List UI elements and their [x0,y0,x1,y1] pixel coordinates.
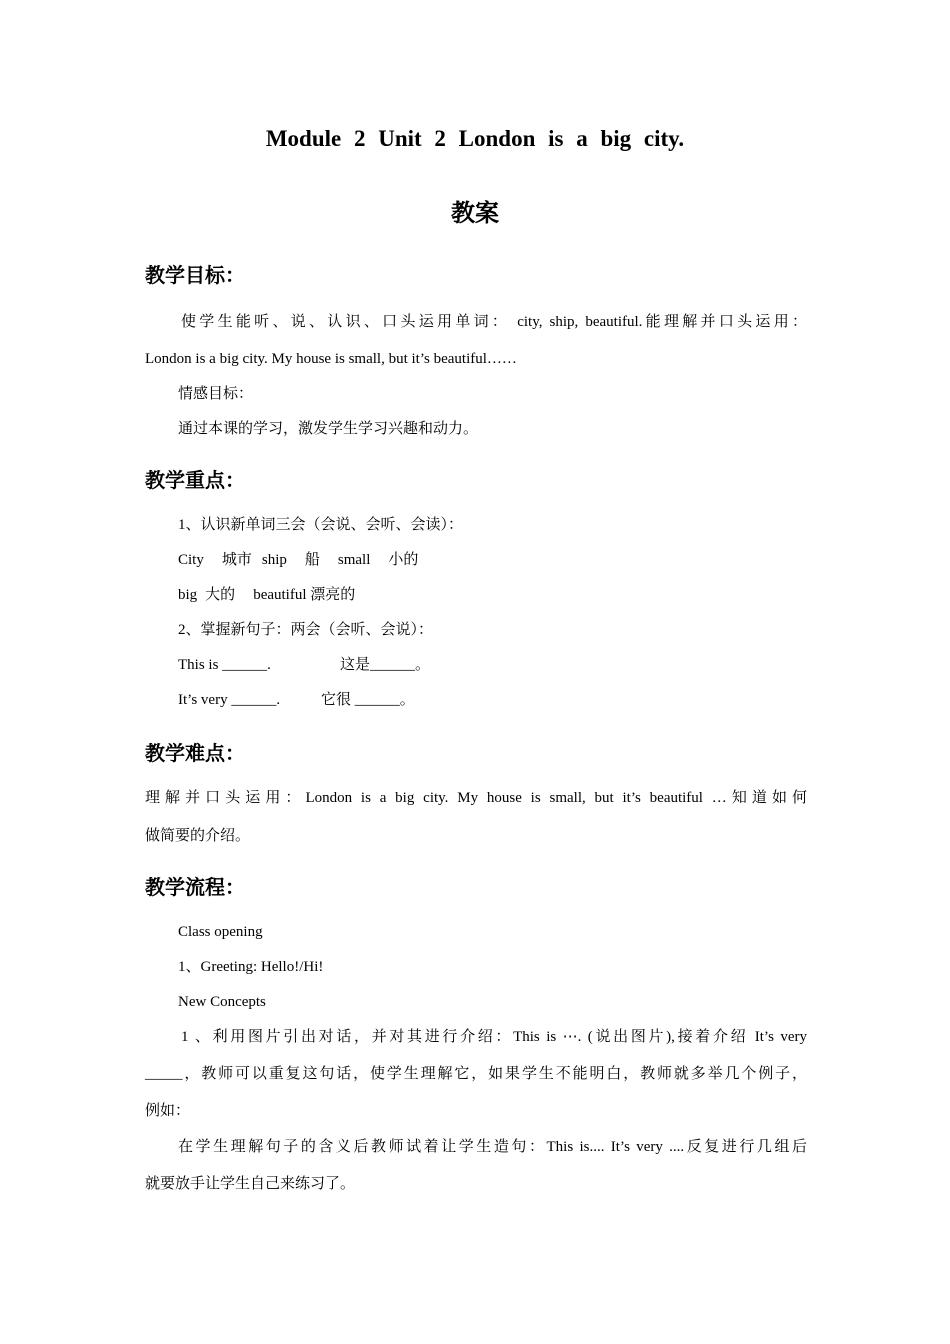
key-points-item-2: 2、掌握新句子：两会（会听、会说）： [178,622,434,638]
vocab-meaning: 小的 [388,552,419,568]
vocab-word: big [178,587,198,603]
difficulties-heading: 教学难点： [145,741,245,765]
process-heading: 教学流程： [145,875,245,899]
class-opening: Class opening [178,924,263,940]
vocabulary-row-1 [178,550,418,570]
document-title: Module 2 Unit 2 London is a big city. [265,126,685,151]
emotional-goal-text: 通过本课的学习，激发学生学习兴趣和动力。 [178,421,479,437]
key-points-heading: 教学重点： [145,468,245,492]
emotional-goal-label: 情感目标： [178,386,254,402]
sentence-2-chinese: 它很 ______。 [321,692,415,708]
sentence-2-english: It’s very ______. [178,692,281,708]
step-2-line-2: 就要放手让学生自己来练习了。 [145,1176,356,1192]
vocab-word: ship [261,552,287,568]
difficulties-line-1: 理解并口头运用：London is a big city. My house is small, but it’s beautiful …知道如何 [145,790,807,806]
vocab-word: small [337,552,371,568]
difficulties-line-2: 做简要的介绍。 [145,828,251,844]
vocab-meaning: 大的 [205,587,236,603]
step-2-line-1: 在学生理解句子的含义后教师试着让学生造句：This is.... It’s very ....反复进行几组后 [178,1139,807,1155]
step-1-line-1: 1 、利用图片引出对话，并对其进行介绍：This is ⋯. (说出图片),接着介绍 It’s very [181,1029,807,1045]
vocab-word: beautiful 漂亮的 [253,587,356,603]
document-subtitle: 教案 [451,201,499,227]
vocabulary-row-2 [178,585,355,605]
sentence-1-chinese: 这是______。 [340,657,431,673]
greeting-step: 1、Greeting: Hello!/Hi! [178,959,324,975]
objectives-line-2: London is a big city. My house is small, but it’s beautiful…… [145,351,517,367]
step-1-line-3: 例如： [145,1103,191,1119]
vocab-meaning: 城市 [221,552,252,568]
vocab-word: City [178,552,204,568]
key-points-item-1: 1、认识新单词三会（会说、会听、会读）： [178,517,464,533]
vocab-meaning: 船 [304,552,320,568]
objectives-heading: 教学目标： [145,263,245,287]
new-concepts: New Concepts [178,994,266,1010]
sentence-1-english: This is ______. [178,657,271,673]
step-1-line-2: _____，教师可以重复这句话，使学生理解它，如果学生不能明白，教师就多举几个例子， [145,1066,807,1082]
objectives-line-1: 使学生能听、说、认识、口头运用单词： city, ship, beautiful.能理解并口头运用： [181,314,807,330]
